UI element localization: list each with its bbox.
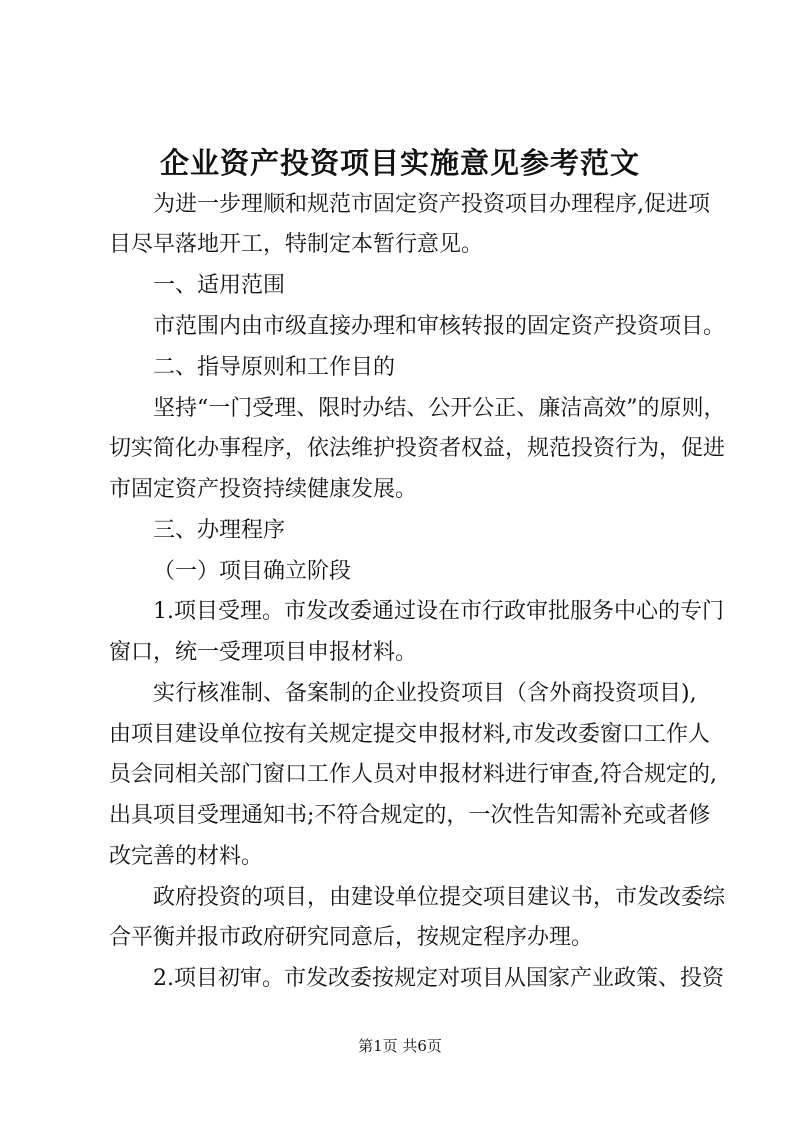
body-line: 1.项目受理。市发改委通过设在市行政审批服务中心的专门 (153, 599, 724, 624)
body-line: 实行核准制、备案制的企业投资项目（含外商投资项目), (153, 681, 697, 706)
page-number-footer: 第1页 共6页 (358, 1037, 442, 1055)
subsection-heading: （一）项目确立阶段 (153, 559, 352, 584)
section-heading: 一、适用范围 (153, 273, 286, 298)
body-line: 市范围内由市级直接办理和审核转报的固定资产投资项目。 (153, 314, 726, 339)
body-line: 坚持“一门受理、限时办结、公开公正、廉洁高效”的原则， (153, 396, 726, 421)
section-heading: 二、指导原则和工作目的 (153, 355, 396, 380)
body-line: 2.项目初审。市发改委按规定对项目从国家产业政策、投资 (153, 966, 724, 991)
body-line: 合平衡并报市政府研究同意后，按规定程序办理。 (109, 925, 594, 950)
body-line: 员会同相关部门窗口工作人员对申报材料进行审查,符合规定的, (109, 762, 717, 787)
body-line: 切实简化办事程序，依法维护投资者权益，规范投资行为，促进 (109, 436, 726, 461)
body-line: 改完善的材料。 (109, 844, 264, 869)
body-line: 政府投资的项目，由建设单位提交项目建议书，市发改委综 (153, 885, 726, 910)
body-line: 由项目建设单位按有关规定提交申报材料,市发改委窗口工作人 (109, 722, 710, 747)
document-title: 企业资产投资项目实施意见参考范文 (159, 146, 640, 180)
body-line: 窗口，统一受理项目申报材料。 (109, 640, 418, 665)
body-line: 市固定资产投资持续健康发展。 (109, 477, 418, 502)
body-line: 出具项目受理通知书;不符合规定的，一次性告知需补充或者修 (109, 803, 711, 828)
body-line: 为进一步理顺和规范市固定资产投资项目办理程序,促进项 (153, 192, 710, 217)
body-line: 目尽早落地开工，特制定本暂行意见。 (109, 232, 484, 257)
section-heading: 三、办理程序 (153, 518, 286, 543)
